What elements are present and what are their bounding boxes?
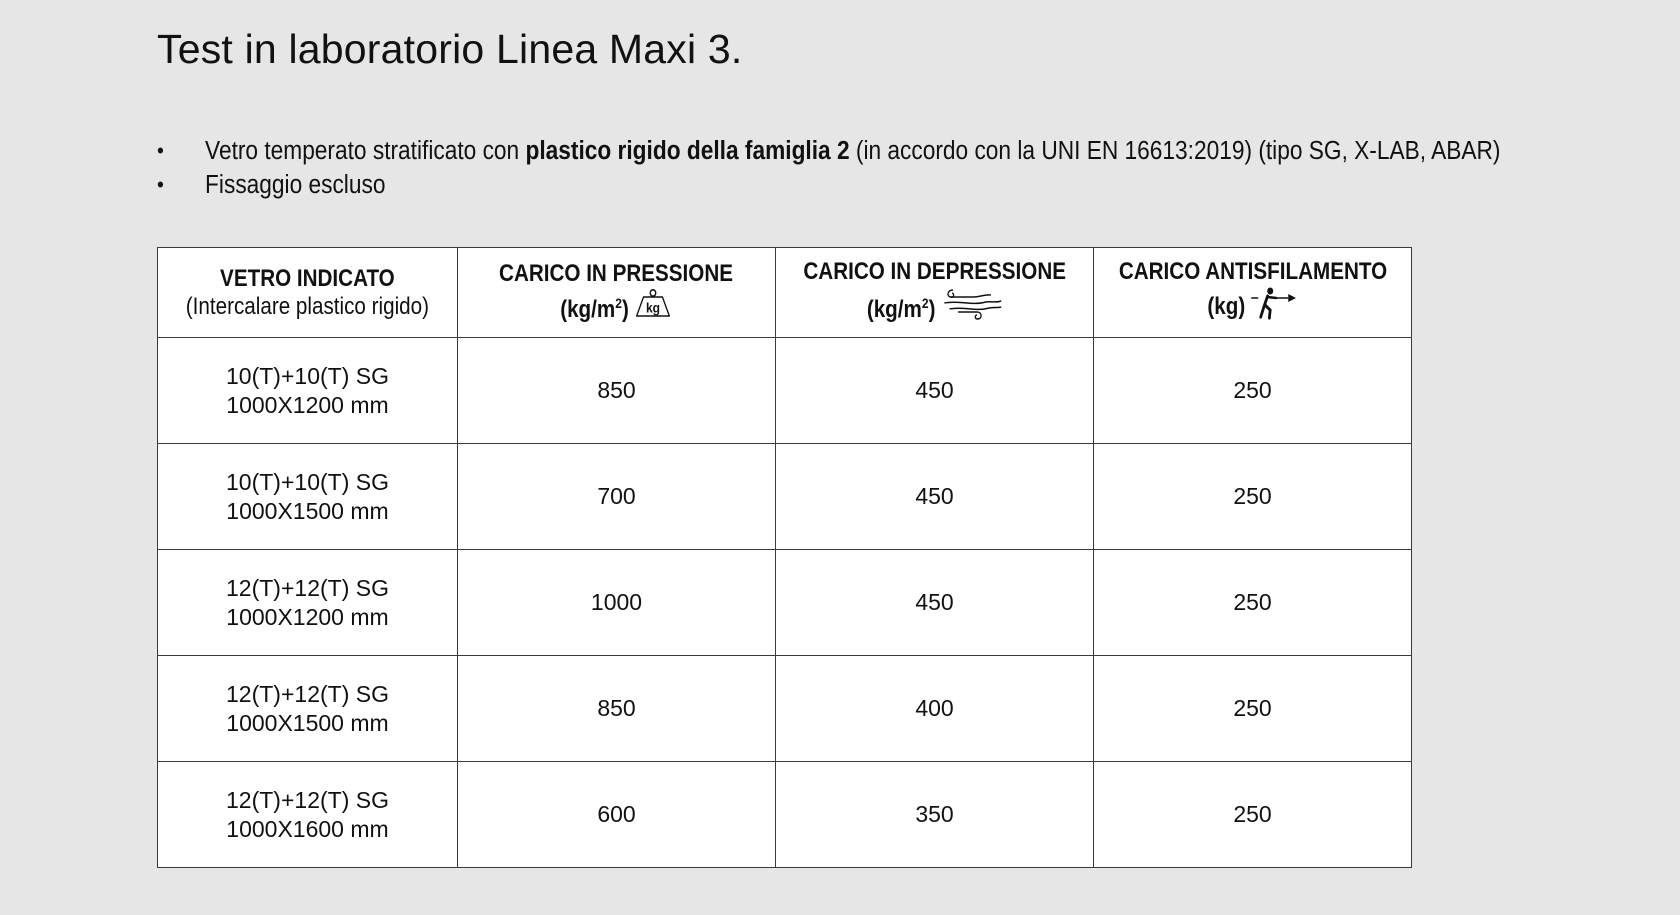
header-carico-antisfilamento: [1094, 248, 1412, 338]
cell-antisfilamento: 250: [1094, 444, 1412, 550]
header-subtitle: (Intercalare plastico rigido): [185, 292, 430, 320]
header-title: CARICO ANTISFILAMENTO: [1118, 258, 1387, 285]
cell-antisfilamento: 250: [1094, 338, 1412, 444]
header-unit: $(kg/m^2)$: [560, 295, 630, 323]
cell-pressione: 600: [458, 762, 776, 868]
cell-vetro: 12(T)+12(T) SG 1000X1500 mm: [158, 656, 458, 762]
cell-pressione: 850: [458, 338, 776, 444]
cell-pressione: 700: [458, 444, 776, 550]
header-title: VETRO INDICATO: [220, 264, 395, 292]
cell-vetro: 12(T)+12(T) SG 1000X1200 mm: [158, 550, 458, 656]
header-title: CARICO IN PRESSIONE: [499, 260, 734, 287]
page-title: Test in laboratorio Linea Maxi 3.: [157, 26, 743, 72]
cell-depressione: 450: [776, 338, 1094, 444]
cell-antisfilamento: 250: [1094, 656, 1412, 762]
weight-kg-icon: [634, 288, 672, 325]
header-unit: (kg): [1206, 292, 1245, 320]
bullet-bold-text: plastico rigido della famiglia 2: [525, 137, 850, 165]
load-test-table: [157, 247, 1412, 868]
header-vetro-indicato: [158, 248, 458, 338]
wind-icon: [940, 286, 1002, 327]
cell-antisfilamento: 250: [1094, 550, 1412, 656]
table-row: [158, 762, 1412, 868]
header-unit: $(kg/m^2)$: [866, 295, 936, 323]
bullet-text: Fissaggio escluso: [205, 171, 386, 199]
bullet-text: Vetro temperato stratificato con: [205, 137, 526, 165]
bullet-item: [157, 134, 1500, 168]
bullet-text-tail: (in accordo con la UNI EN 16613:2019) (tipo SG, X-LAB, ABAR): [849, 137, 1501, 165]
table-row: [158, 550, 1412, 656]
bullet-list: [157, 134, 1667, 202]
table-header-row: [158, 248, 1412, 338]
cell-pressione: 1000: [458, 550, 776, 656]
cell-vetro: 10(T)+10(T) SG 1000X1200 mm: [158, 338, 458, 444]
cell-antisfilamento: 250: [1094, 762, 1412, 868]
bullet-marker: •: [157, 172, 164, 197]
cell-pressione: 850: [458, 656, 776, 762]
table-row: [158, 338, 1412, 444]
bullet-item: [157, 168, 1500, 202]
header-carico-pressione: [458, 248, 776, 338]
header-carico-depressione: [776, 248, 1094, 338]
cell-depressione: 450: [776, 550, 1094, 656]
cell-vetro: 12(T)+12(T) SG 1000X1600 mm: [158, 762, 458, 868]
header-title: CARICO IN DEPRESSIONE: [803, 258, 1066, 285]
pulling-person-icon: [1250, 286, 1298, 327]
table-row: [158, 444, 1412, 550]
cell-depressione: 400: [776, 656, 1094, 762]
table-row: [158, 656, 1412, 762]
cell-vetro: 10(T)+10(T) SG 1000X1500 mm: [158, 444, 458, 550]
cell-depressione: 450: [776, 444, 1094, 550]
bullet-marker: •: [157, 138, 164, 163]
cell-depressione: 350: [776, 762, 1094, 868]
svg-text:kg: kg: [646, 299, 661, 316]
